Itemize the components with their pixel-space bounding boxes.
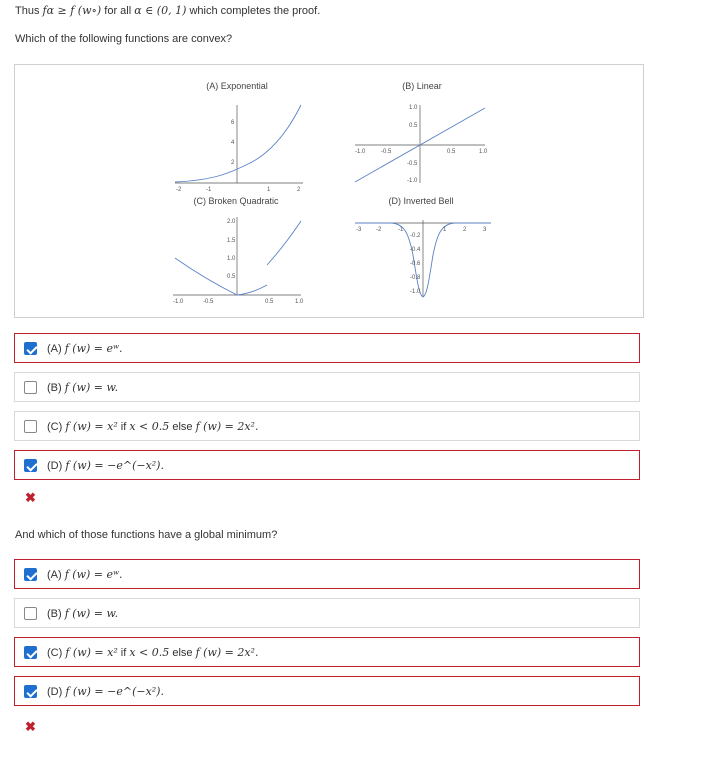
option-math: f (w) = −e^(−x²).	[65, 685, 164, 698]
option-math: x < 0.5	[129, 420, 170, 433]
plots-svg	[15, 65, 643, 317]
option-text: else	[169, 421, 196, 433]
option-label: (A)	[47, 343, 62, 355]
function-plots-figure	[14, 64, 644, 318]
q2-option-c[interactable]	[14, 637, 640, 667]
option-label: (D)	[47, 686, 63, 698]
q2-option-a[interactable]	[14, 559, 640, 589]
q2-option-b[interactable]	[14, 598, 640, 628]
intro-math2: α ∈ (0, 1)	[134, 4, 187, 17]
plot-a-tick: 4	[231, 140, 235, 146]
option-label: (C)	[47, 647, 63, 659]
option-math: f (w) = −e^(−x²).	[65, 459, 164, 472]
plot-d-tick: -1.0	[410, 289, 421, 295]
intro-suffix: which completes the proof.	[189, 5, 321, 17]
plot-d-tick: -0.8	[410, 275, 421, 281]
option-math: f (w) = eʷ.	[64, 342, 123, 355]
intro-middle: for all	[104, 5, 132, 17]
option-label: (C)	[47, 421, 63, 433]
option-math: f (w) = 2x².	[195, 420, 259, 433]
plot-b-tick: -1.0	[407, 178, 418, 184]
q1-option-b[interactable]	[14, 372, 640, 402]
plot-c-curve-left	[175, 258, 267, 295]
plot-c-tick: 2.0	[227, 219, 236, 225]
plot-c-tick: 1.0	[295, 299, 304, 305]
plot-c-tick: -1.0	[173, 299, 184, 305]
plot-d-tick: 3	[483, 227, 487, 233]
option-text: if	[117, 647, 130, 659]
plot-a-tick: -1	[206, 187, 212, 193]
plot-c-tick: -0.5	[203, 299, 214, 305]
plot-a-tick: 2	[297, 187, 301, 193]
plot-c-tick: 0.5	[265, 299, 274, 305]
q2-incorrect-icon: ✖	[25, 719, 36, 734]
plot-a-tick: 1	[267, 187, 271, 193]
plot-a-tick: -2	[176, 187, 182, 193]
q1-option-c[interactable]	[14, 411, 640, 441]
checkbox-unchecked[interactable]	[24, 381, 37, 394]
intro-math: fα ≥ f (w∘)	[42, 4, 102, 17]
plot-c-curve-right	[267, 221, 301, 265]
plot-d-tick: -0.6	[410, 261, 421, 267]
option-label: (B)	[47, 382, 62, 394]
plot-c-tick: 1.0	[227, 256, 236, 262]
checkbox-checked[interactable]	[24, 568, 37, 581]
plot-a-curve	[175, 105, 301, 182]
checkbox-unchecked[interactable]	[24, 420, 37, 433]
plot-d-tick: -1	[398, 227, 404, 233]
plot-d-tick: 1	[443, 227, 447, 233]
plot-b-tick: 0.5	[447, 149, 456, 155]
plot-c-tick: 1.5	[227, 238, 236, 244]
plot-b-tick: 1.0	[479, 149, 488, 155]
plot-d-tick: -3	[356, 227, 362, 233]
q2-option-d[interactable]	[14, 676, 640, 706]
option-math: x < 0.5	[129, 646, 170, 659]
plot-b-tick: 1.0	[409, 105, 418, 111]
plot-d-tick: -2	[376, 227, 382, 233]
option-math: f (w) = eʷ.	[64, 568, 123, 581]
question-1-text: Which of the following functions are convex?	[15, 33, 233, 45]
plot-a-tick: 6	[231, 120, 235, 126]
plot-c-title: (C) Broken Quadratic	[193, 196, 279, 206]
option-math: f (w) = x²	[65, 420, 118, 433]
option-math: f (w) = 2x².	[195, 646, 259, 659]
option-math: f (w) = w.	[64, 381, 119, 394]
checkbox-checked[interactable]	[24, 342, 37, 355]
option-text: else	[169, 647, 196, 659]
plot-d-title: (D) Inverted Bell	[388, 196, 454, 206]
checkbox-unchecked[interactable]	[24, 607, 37, 620]
checkbox-checked[interactable]	[24, 459, 37, 472]
checkbox-checked[interactable]	[24, 685, 37, 698]
checkbox-checked[interactable]	[24, 646, 37, 659]
proof-conclusion	[15, 4, 320, 17]
plot-d-tick: -0.2	[410, 233, 421, 239]
q1-option-d[interactable]	[14, 450, 640, 480]
plot-b-tick: -0.5	[407, 161, 418, 167]
plot-b-title: (B) Linear	[402, 81, 442, 91]
plot-d-tick: 2	[463, 227, 467, 233]
option-math: f (w) = x²	[65, 646, 118, 659]
plot-a-title: (A) Exponential	[206, 81, 268, 91]
plot-a-tick: 2	[231, 160, 235, 166]
option-label: (D)	[47, 460, 63, 472]
q1-option-a[interactable]	[14, 333, 640, 363]
plot-b-tick: -1.0	[355, 149, 366, 155]
intro-prefix: Thus	[15, 5, 40, 17]
option-text: if	[117, 421, 130, 433]
option-label: (A)	[47, 569, 62, 581]
option-math: f (w) = w.	[64, 607, 119, 620]
plot-d-tick: -0.4	[410, 247, 421, 253]
option-label: (B)	[47, 608, 62, 620]
q1-incorrect-icon: ✖	[25, 490, 36, 505]
plot-b-tick: -0.5	[381, 149, 392, 155]
plot-c-tick: 0.5	[227, 274, 236, 280]
question-2-text: And which of those functions have a global minimum?	[15, 529, 278, 541]
plot-b-tick: 0.5	[409, 123, 418, 129]
